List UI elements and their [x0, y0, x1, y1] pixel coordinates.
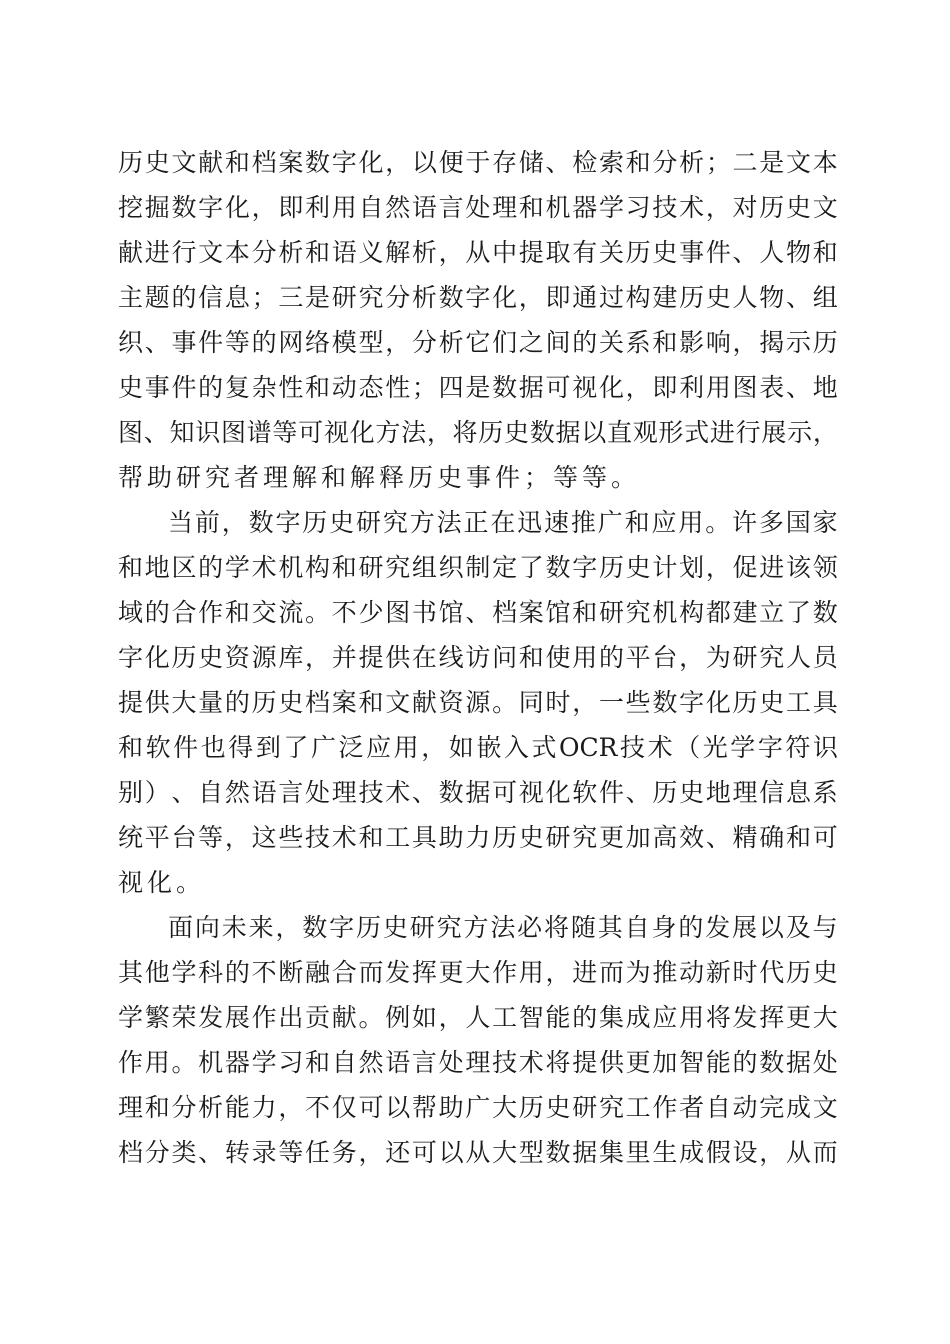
text-line: 理 和 分 析 能 力 ， 不 仅 可 以 帮 助 广 大 历 史 研 究 工 作 者 自 动 完 成 文 [118, 1093, 838, 1122]
text-line: 帮助研究者理解和解释历史事件；等等。 [118, 463, 641, 492]
text-line: 和 地 区 的 学 术 机 构 和 研 究 组 织 制 定 了 数 字 历 史 计 划 ， 促 进 该 领 [118, 553, 838, 582]
text-line: 和 软 件 也 得 到 了 广 泛 应 用 ， 如 嵌 入 式 OCR 技 术 （ 光 学 字 符 识 [118, 733, 838, 762]
text-line: 织 、 事 件 等 的 网 络 模 型 ， 分 析 它 们 之 间 的 关 系 和 影 响 ， 揭 示 历 [118, 328, 838, 357]
text-line: 视化。 [118, 868, 206, 897]
text-line: 学 繁 荣 发 展 作 出 贡 献 。 例 如 ， 人 工 智 能 的 集 成 应 用 将 发 挥 更 大 [118, 1003, 838, 1032]
text-line: 挖 掘 数 字 化 ， 即 利 用 自 然 语 言 处 理 和 机 器 学 习 技 术 ， 对 历 史 文 [118, 193, 838, 222]
body-text [118, 140, 838, 1175]
text-line: 史 事 件 的 复 杂 性 和 动 态 性 ； 四 是 数 据 可 视 化 ， 即 利 用 图 表 、 地 [118, 373, 838, 402]
text-line: 域 的 合 作 和 交 流 。 不 少 图 书 馆 、 档 案 馆 和 研 究 机 构 都 建 立 了 数 [118, 598, 838, 627]
text-line: 统 平 台 等 ， 这 些 技 术 和 工 具 助 力 历 史 研 究 更 加 高 效 、 精 确 和 可 [118, 823, 838, 852]
text-line: 别 ） 、 自 然 语 言 处 理 技 术 、 数 据 可 视 化 软 件 、 历 史 地 理 信 息 系 [118, 778, 838, 807]
text-line: 主 题 的 信 息 ； 三 是 研 究 分 析 数 字 化 ， 即 通 过 构 建 历 史 人 物 、 组 [118, 283, 838, 312]
text-line: 历 史 文 献 和 档 案 数 字 化 ， 以 便 于 存 储 、 检 索 和 分 析 ； 二 是 文 本 [118, 148, 838, 177]
paragraph-first-line: 面 向 未 来 ， 数 字 历 史 研 究 方 法 必 将 随 其 自 身 的 发 展 以 及 与 [168, 913, 838, 942]
text-line: 其 他 学 科 的 不 断 融 合 而 发 挥 更 大 作 用 ， 进 而 为 推 动 新 时 代 历 史 [118, 958, 838, 987]
paragraph-first-line: 当 前 ， 数 字 历 史 研 究 方 法 正 在 迅 速 推 广 和 应 用 。 许 多 国 家 [168, 508, 838, 537]
text-line: 提 供 大 量 的 历 史 档 案 和 文 献 资 源 。 同 时 ， 一 些 数 字 化 历 史 工 具 [118, 688, 838, 717]
text-line: 作 用 。 机 器 学 习 和 自 然 语 言 处 理 技 术 将 提 供 更 加 智 能 的 数 据 处 [118, 1048, 838, 1077]
text-line: 字 化 历 史 资 源 库 ， 并 提 供 在 线 访 问 和 使 用 的 平 台 ， 为 研 究 人 员 [118, 643, 838, 672]
text-line: 档 分 类 、 转 录 等 任 务 ， 还 可 以 从 大 型 数 据 集 里 生 成 假 设 ， 从 而 [118, 1138, 838, 1167]
text-line: 图 、 知 识 图 谱 等 可 视 化 方 法 ， 将 历 史 数 据 以 直 观 形 式 进 行 展 示 ， [118, 418, 838, 447]
text-line: 献 进 行 文 本 分 析 和 语 义 解 析 ， 从 中 提 取 有 关 历 史 事 件 、 人 物 和 [118, 238, 838, 267]
